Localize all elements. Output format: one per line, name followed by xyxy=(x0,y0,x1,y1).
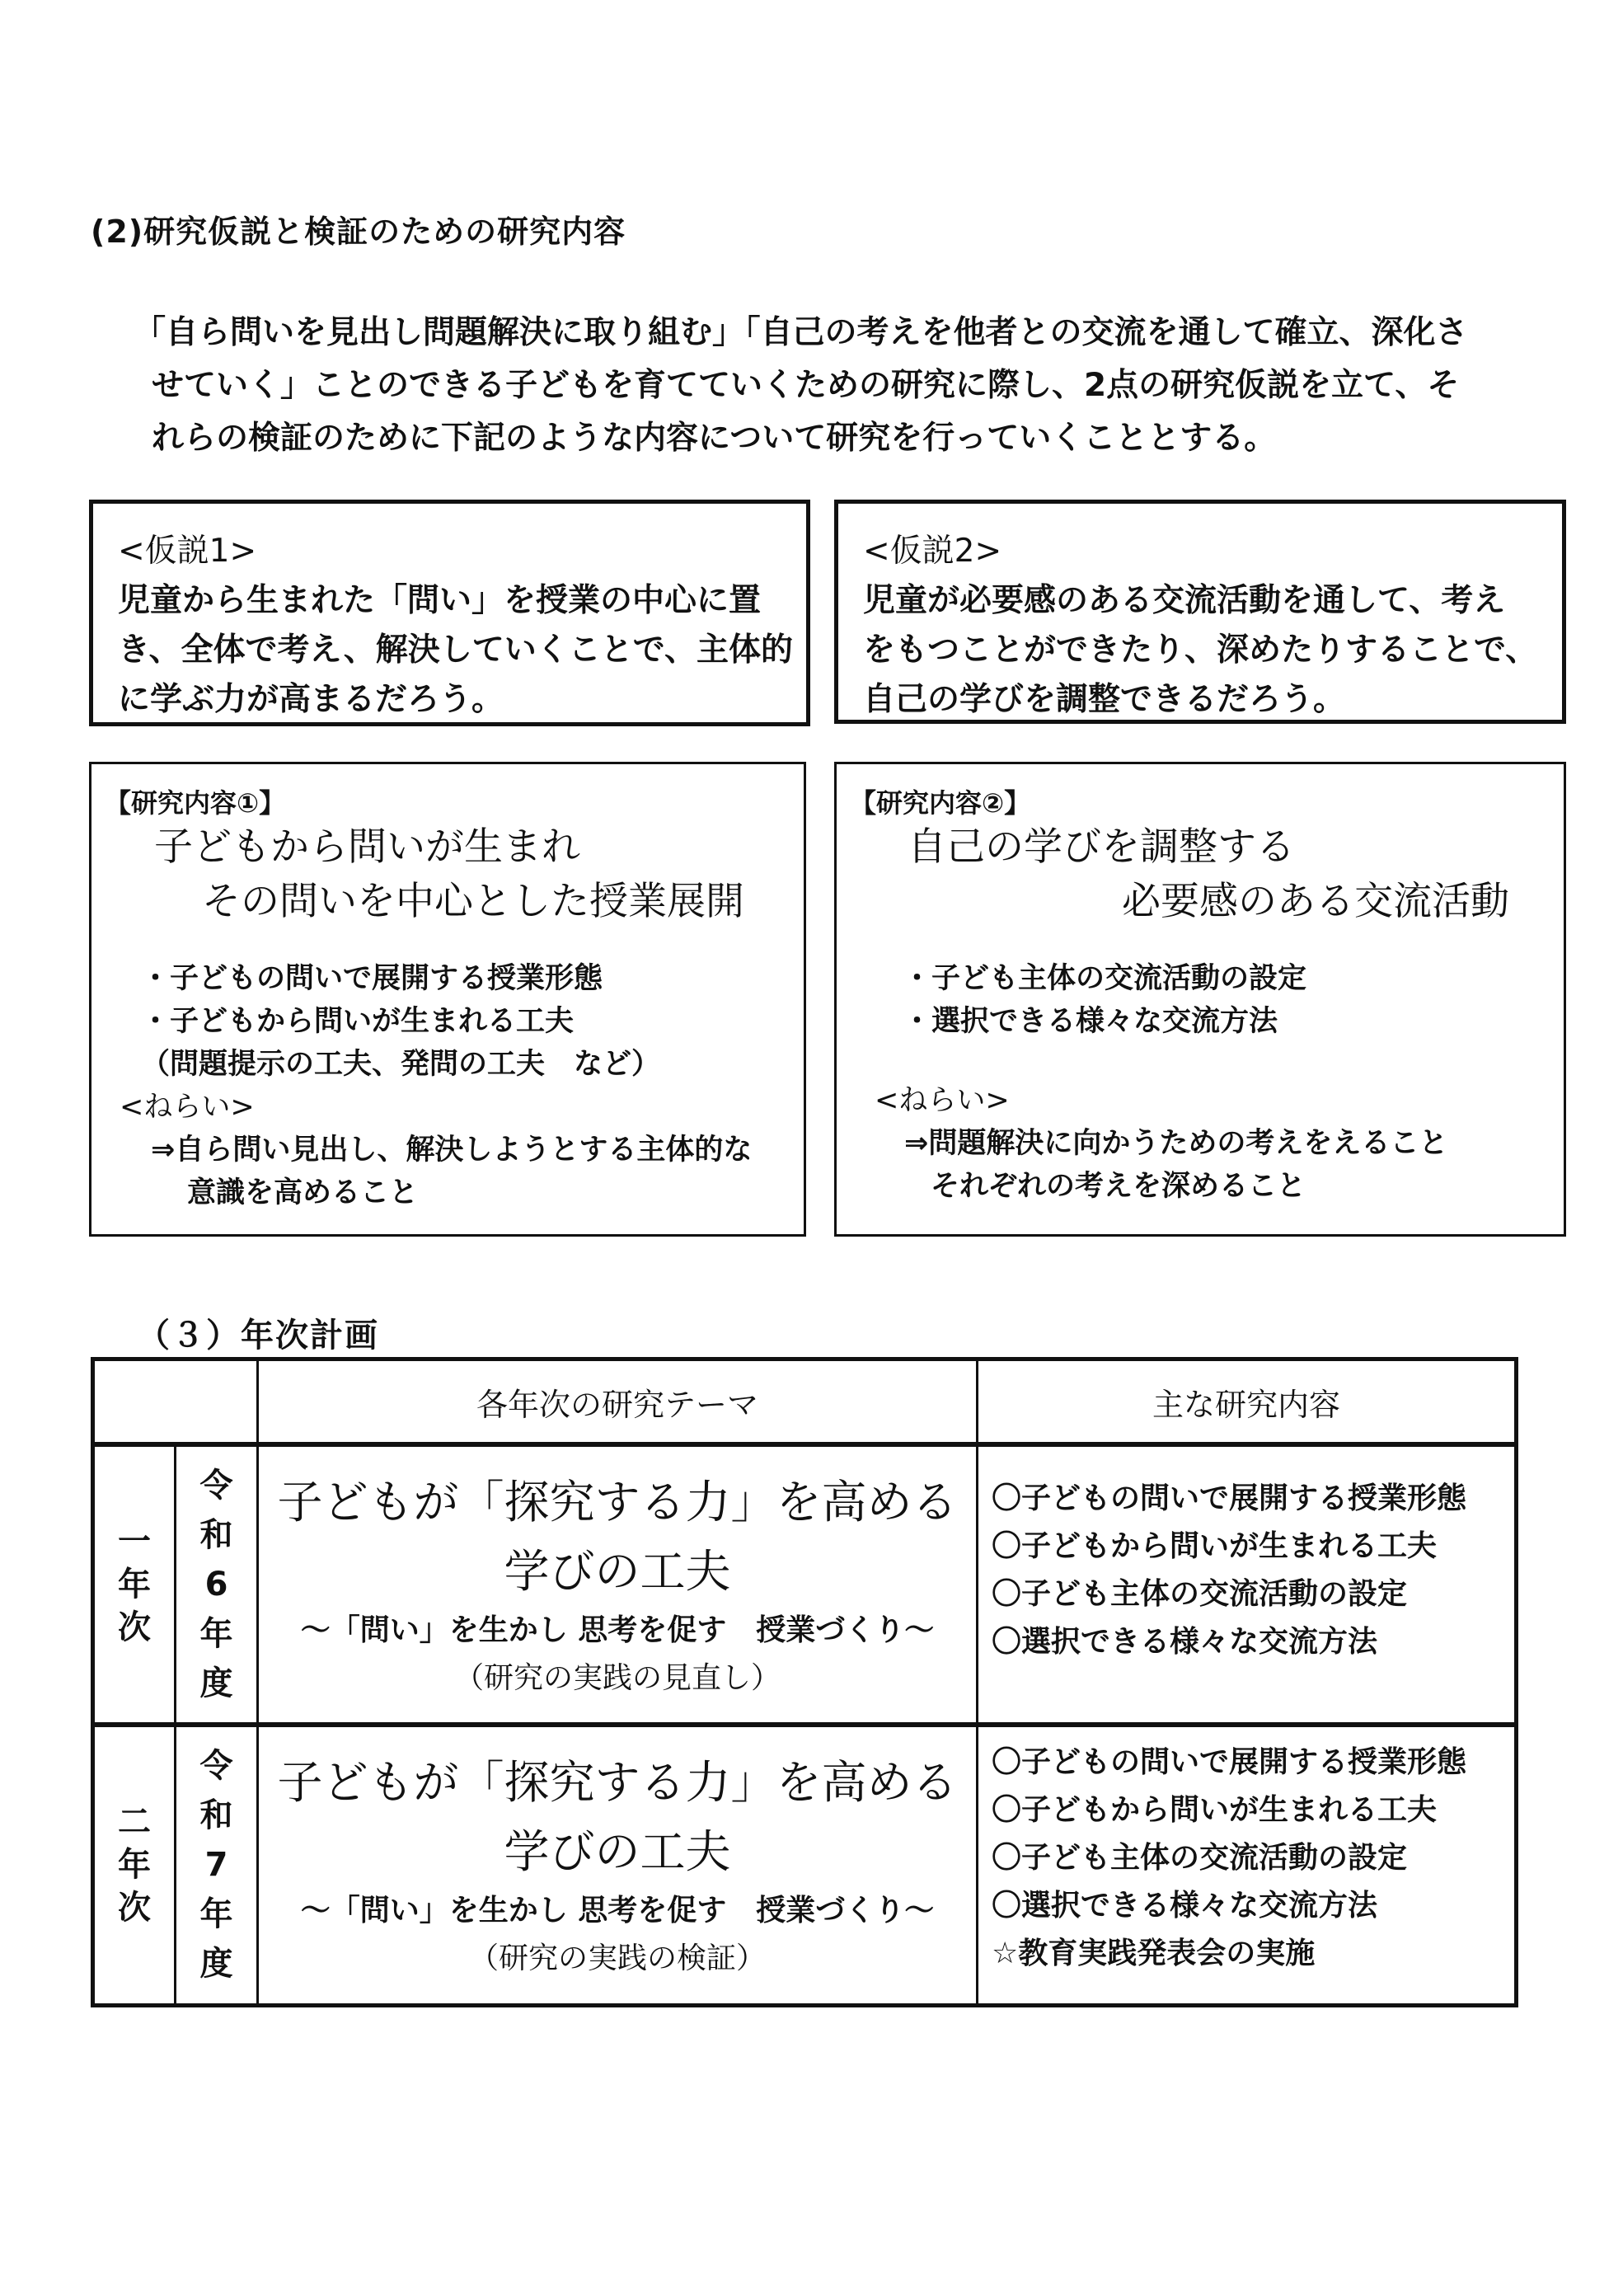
table-header-row xyxy=(93,1359,1517,1445)
intro-line: 「自ら問いを見出し問題解決に取り組む」「自己の考えを他者との交流を通して確立、深化さ xyxy=(134,314,1468,351)
hypothesis-line: をもつことができたり、深めたりすることで、 xyxy=(863,632,1538,669)
research-content-item: ・子ども主体の交流活動の設定 xyxy=(903,962,1307,995)
hypothesis-1-box xyxy=(89,500,810,726)
hypothesis-line: に学ぶ力が高まるだろう。 xyxy=(118,681,504,718)
aim-line: ⇒自ら問い見出し、解決しようとする主体的な xyxy=(151,1134,753,1167)
research-items-cell: 〇子どもの問いで展開する授業形態 〇子どもから問いが生まれる工夫 〇子ども主体の交流活動の設定 〇選択できる様々な交流方法 xyxy=(978,1444,1517,1725)
research-items-cell: 〇子どもの問いで展開する授業形態 〇子どもから問いが生まれる工夫 〇子ども主体の交流活動の設定 〇選択できる様々な交流方法 ☆教育実践発表会の実施 xyxy=(978,1725,1517,2005)
era-label: 令 和 6 年 度 xyxy=(176,1444,258,1725)
section-3-heading: （３）年次計画 xyxy=(137,1317,379,1355)
research-content-title: 子どもから問いが生まれ xyxy=(154,824,580,870)
year-label: 二 年 次 xyxy=(93,1725,176,2005)
hypothesis-title: <仮説2> xyxy=(863,533,1002,570)
annual-plan-table xyxy=(91,1357,1518,2007)
theme-cell: 子どもが「探究する力」を高める 学びの工夫 ～「問い」を生かし 思考を促す 授業づくり～ （研究の実践の検証） xyxy=(258,1725,978,2005)
research-content-item: ・子どもの問いで展開する授業形態 xyxy=(141,962,603,995)
intro-line: れらの検証のために下記のような内容について研究を行っていくこととする。 xyxy=(152,420,1277,457)
table-header-cell: 各年次の研究テーマ xyxy=(258,1359,978,1445)
research-content-1-box xyxy=(89,762,806,1237)
table-header-cell xyxy=(93,1359,258,1445)
hypothesis-line: 児童が必要感のある交流活動を通して、考え xyxy=(863,582,1506,619)
aim-line: ⇒問題解決に向かうための考えをえること xyxy=(904,1127,1448,1160)
hypothesis-line: 児童から生まれた「問い」を授業の中心に置 xyxy=(118,582,762,619)
research-content-title: 自己の学びを調整する xyxy=(908,824,1295,870)
table-row xyxy=(93,1444,1517,1725)
theme-cell: 子どもが「探究する力」を高める 学びの工夫 ～「問い」を生かし 思考を促す 授業づくり～ （研究の実践の見直し） xyxy=(258,1444,978,1725)
aim-label: <ねらい> xyxy=(120,1091,255,1124)
intro-line: せていく」ことのできる子どもを育てていくための研究に際し、2点の研究仮説を立て、そ xyxy=(152,367,1460,404)
intro-paragraph xyxy=(134,307,1535,465)
aim-line: 意識を高めること xyxy=(187,1176,419,1209)
hypothesis-2-box xyxy=(834,500,1566,724)
table-row xyxy=(93,1725,1517,2005)
research-content-title: その問いを中心とした授業展開 xyxy=(202,879,744,924)
aim-line: それぞれの考えを深めること xyxy=(931,1170,1306,1203)
research-content-item: （問題提示の工夫、発問の工夫 など） xyxy=(141,1048,661,1081)
research-content-2-box xyxy=(834,762,1566,1237)
hypothesis-line: き、全体で考え、解決していくことで、主体的 xyxy=(118,632,794,669)
research-content-tag: 【研究内容①】 xyxy=(105,787,286,819)
research-content-title: 必要感のある交流活動 xyxy=(1122,879,1509,924)
aim-label: <ねらい> xyxy=(875,1084,1010,1117)
hypothesis-title: <仮説1> xyxy=(118,533,257,570)
hypothesis-line: 自己の学びを調整できるだろう。 xyxy=(863,681,1346,718)
year-label: 一 年 次 xyxy=(93,1444,176,1725)
table-header-cell: 主な研究内容 xyxy=(978,1359,1517,1445)
research-content-item: ・選択できる様々な交流方法 xyxy=(903,1005,1278,1038)
section-2-heading: (2)研究仮説と検証のための研究内容 xyxy=(91,214,626,250)
research-content-tag: 【研究内容②】 xyxy=(850,787,1031,819)
research-content-item: ・子どもから問いが生まれる工夫 xyxy=(141,1005,575,1038)
era-label: 令 和 7 年 度 xyxy=(176,1725,258,2005)
